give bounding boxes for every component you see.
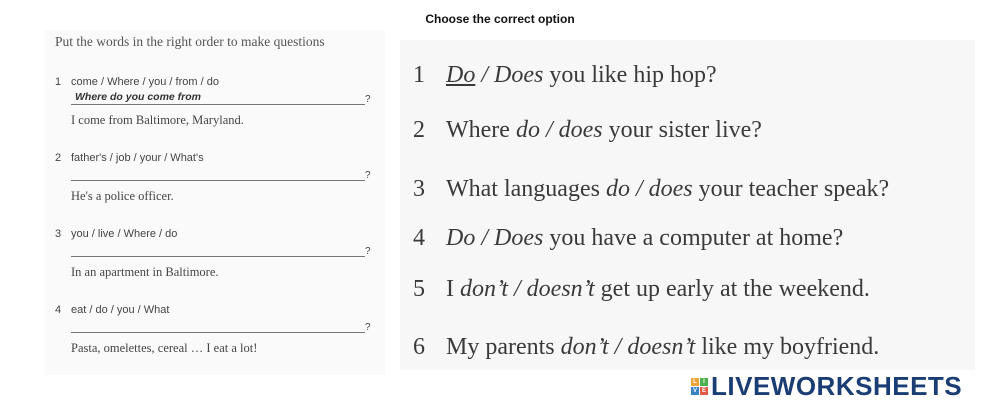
- option-separator: /: [508, 276, 527, 302]
- sentence-text-before: I: [446, 276, 460, 302]
- item-number: 4: [55, 304, 62, 316]
- sentence-number: 1: [413, 62, 425, 88]
- word-prompt: come / Where / you / from / do: [71, 76, 219, 88]
- question-mark: ?: [365, 246, 371, 257]
- logo-icon-tile: I: [700, 378, 708, 386]
- sentence-number: 6: [413, 334, 425, 360]
- item-number: 3: [55, 228, 62, 240]
- logo-icon-tile: L: [691, 378, 699, 386]
- item-number: 2: [55, 152, 62, 164]
- sentence-text-before: What languages: [446, 176, 606, 202]
- choice-sentence: [413, 276, 870, 303]
- option-do[interactable]: do: [515, 117, 540, 143]
- sentence-number: 3: [413, 176, 425, 202]
- sentence-text-after: like my boyfriend.: [695, 334, 880, 360]
- sentence-text-before: My parents: [446, 334, 561, 360]
- sentence-text-after: your sister live?: [602, 117, 762, 143]
- option-does[interactable]: does: [558, 117, 603, 143]
- option-dont[interactable]: don’t: [560, 334, 609, 360]
- answer-line[interactable]: [71, 256, 365, 257]
- liveworksheets-logo: [691, 372, 962, 400]
- option-do[interactable]: Do: [446, 225, 476, 251]
- exercise-instruction: Put the words in the right order to make questions: [55, 34, 325, 49]
- choose-option-panel: [400, 40, 975, 370]
- sentence-text-after: you like hip hop?: [543, 62, 717, 88]
- word-prompt: father's / job / your / What's: [71, 152, 204, 164]
- sentence-text-after: you have a computer at home?: [543, 225, 844, 251]
- logo-icon: [691, 378, 708, 395]
- question-mark: ?: [365, 94, 371, 105]
- sentence-number: 5: [413, 276, 425, 302]
- logo-icon-tile: E: [701, 387, 706, 394]
- question-mark: ?: [365, 322, 371, 333]
- response-text: In an apartment in Baltimore.: [71, 265, 219, 279]
- option-separator: /: [475, 62, 495, 88]
- sentence-text-after: your teacher speak?: [692, 176, 890, 202]
- logo-text: LIVEWORKSHEETS: [711, 370, 963, 401]
- response-text: I come from Baltimore, Maryland.: [71, 113, 244, 127]
- choice-sentence: [413, 225, 843, 252]
- option-does[interactable]: does: [648, 176, 693, 202]
- word-prompt: you / live / Where / do: [71, 228, 178, 240]
- option-does[interactable]: Does: [494, 225, 544, 251]
- page-title: Choose the correct option: [425, 12, 575, 26]
- sentence-number: 2: [413, 117, 425, 143]
- option-doesnt[interactable]: doesn’t: [627, 334, 696, 360]
- option-separator: /: [475, 225, 495, 251]
- logo-icon-tile: V: [692, 387, 697, 394]
- option-separator: /: [629, 176, 649, 202]
- model-answer: Where do you come from: [75, 91, 202, 103]
- option-separator: /: [539, 117, 559, 143]
- choice-sentence: [413, 117, 762, 144]
- option-doesnt[interactable]: doesn’t: [526, 276, 595, 302]
- answer-line[interactable]: [71, 332, 365, 333]
- answer-line[interactable]: [71, 104, 365, 105]
- option-do-selected[interactable]: Do: [446, 62, 476, 88]
- answer-line[interactable]: [71, 180, 365, 181]
- word-prompt: eat / do / you / What: [71, 304, 170, 316]
- sentence-number: 4: [413, 225, 425, 251]
- response-text: He's a police officer.: [71, 189, 174, 203]
- item-number: 1: [55, 76, 62, 88]
- choice-sentence: [413, 334, 879, 361]
- response-text: Pasta, omelettes, cereal … I eat a lot!: [71, 341, 258, 355]
- sentence-text-before: Where: [446, 117, 516, 143]
- sentence-text-after: get up early at the weekend.: [594, 276, 870, 302]
- choice-sentence: [413, 62, 717, 89]
- option-does[interactable]: Does: [494, 62, 544, 88]
- choice-sentence: [413, 176, 889, 203]
- option-separator: /: [608, 334, 628, 360]
- question-mark: ?: [365, 170, 371, 181]
- option-dont[interactable]: don’t: [460, 276, 508, 302]
- option-do[interactable]: do: [605, 176, 630, 202]
